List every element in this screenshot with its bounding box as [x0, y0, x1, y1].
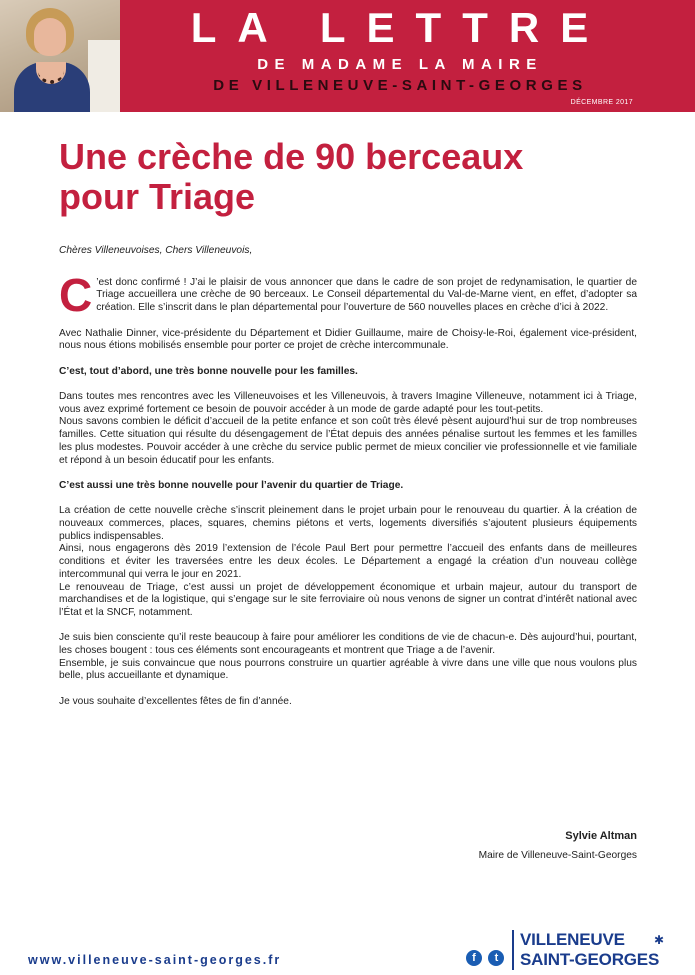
paragraph-closing: Je vous souhaite d’excellentes fêtes de fin d’année.: [59, 695, 292, 707]
newsletter-subtitle: DE MADAME LA MAIRE: [257, 56, 543, 73]
signature-name: Sylvie Altman: [565, 830, 637, 842]
logo-text-line1: VILLENEUVE: [520, 930, 625, 949]
paragraph-intro: C ’est donc confirmé ! J’ai le plaisir de vous annoncer que dans le cadre de son projet de redynamisation, le quartier de Triage accueillera une crèche de 90 berceaux. Le Conseil départemental du Val-de-Marne vient, en effet, d’adopter sa création. Elle s’inscrit dans le plan départemental pour l’ouverture de 560 nouvelles places en crèche d’ici à 2022.: [59, 268, 637, 321]
mayor-photo: [0, 0, 120, 112]
issue-date: DÉCEMBRE 2017: [570, 99, 633, 106]
logo-text-line2: SAINT-GEORGES: [520, 950, 660, 969]
star-icon: ✱: [654, 933, 665, 947]
salutation: Chères Villeneuvoises, Chers Villeneuvois,: [59, 245, 253, 256]
header-banner: [0, 0, 695, 112]
section-heading: C’est, tout d’abord, une très bonne nouvelle pour les familles.: [59, 365, 358, 377]
social-links: [466, 950, 506, 968]
facebook-icon[interactable]: f: [466, 950, 482, 966]
article-title: Une crèche de 90 berceaux pour Triage: [59, 136, 524, 217]
newsletter-town: DE VILLENEUVE-SAINT-GEORGES: [213, 77, 587, 94]
website-link[interactable]: www.villeneuve-saint-georges.fr: [28, 953, 282, 967]
logo-divider: [512, 930, 514, 970]
newsletter-title: LA LETTRE: [190, 4, 610, 51]
paragraph: Dans toutes mes rencontres avec les Villeneuvoises et les Villeneuvois, à travers Imagine Villeneuve, notamment ici à Triage, vous avez exprimé fortement ce besoin de pouvoir accéder à un mode de garde adapté pour les tout-petits. Nous savons combien le déficit d’accueil de la petite enfance et son coût très élevé pèsent aujourd’hui sur de trop nombreuses familles. Cette situation qui résulte du désengagement de l’État depuis des années pénalise surtout les femmes et les familles les plus modestes. Pouvoir accéder à une crèche du service public permet de mieux concilier vie professionnelle et vie familiale et répond à un besoin éducatif pour les enfants.: [59, 390, 637, 466]
signature: [479, 829, 637, 863]
paragraph: La création de cette nouvelle crèche s’inscrit pleinement dans le projet urbain pour le renouveau du quartier. À la création de nouveaux commerces, places, squares, chemins piétons et verts, logements diversifiés s’ajoutent plusieurs équipements publics indispensables. Ainsi, nous engagerons dès 2019 l’extension de l’école Paul Bert pour permettre l’accueil des enfants dans de meilleures conditions et éviter les traversées entre les deux écoles. Le Département a engagé la création d’un nouveau collège intercommunal qui verra le jour en 2021. Le renouveau de Triage, c’est aussi un projet de développement économique et urbain majeur, autour du transport de marchandises et de la logistique, qui s’engage sur le site ferroviaire où nous venons de signer un contrat d’intérêt national avec l’État et la SNCF, notamment.: [59, 505, 637, 618]
twitter-icon[interactable]: t: [488, 950, 504, 966]
section-heading: C’est aussi une très bonne nouvelle pour l’avenir du quartier de Triage.: [59, 479, 404, 491]
article-body: [59, 245, 637, 721]
signature-role: Maire de Villeneuve-Saint-Georges: [478, 850, 637, 861]
paragraph: Je suis bien consciente qu’il reste beaucoup à faire pour améliorer les conditions de vie de chacun-e. Dès aujourd’hui, pourtant, les choses bougent : tous ces éléments sont encourageants et montrent que Triage a de l’avenir. Ensemble, je suis convaincue que nous pourrons construire un quartier agréable à vivre dans une ville que nous voulons plus belle, plus accueillante et dynamique.: [59, 632, 637, 682]
paragraph: Avec Nathalie Dinner, vice-présidente du Département et Didier Guillaume, maire de Choisy-le-Roi, également vice-président, nous nous étions mobilisés ensemble pour porter ce projet de crèche intercommunale.: [59, 327, 637, 352]
drop-cap: C: [59, 268, 93, 321]
